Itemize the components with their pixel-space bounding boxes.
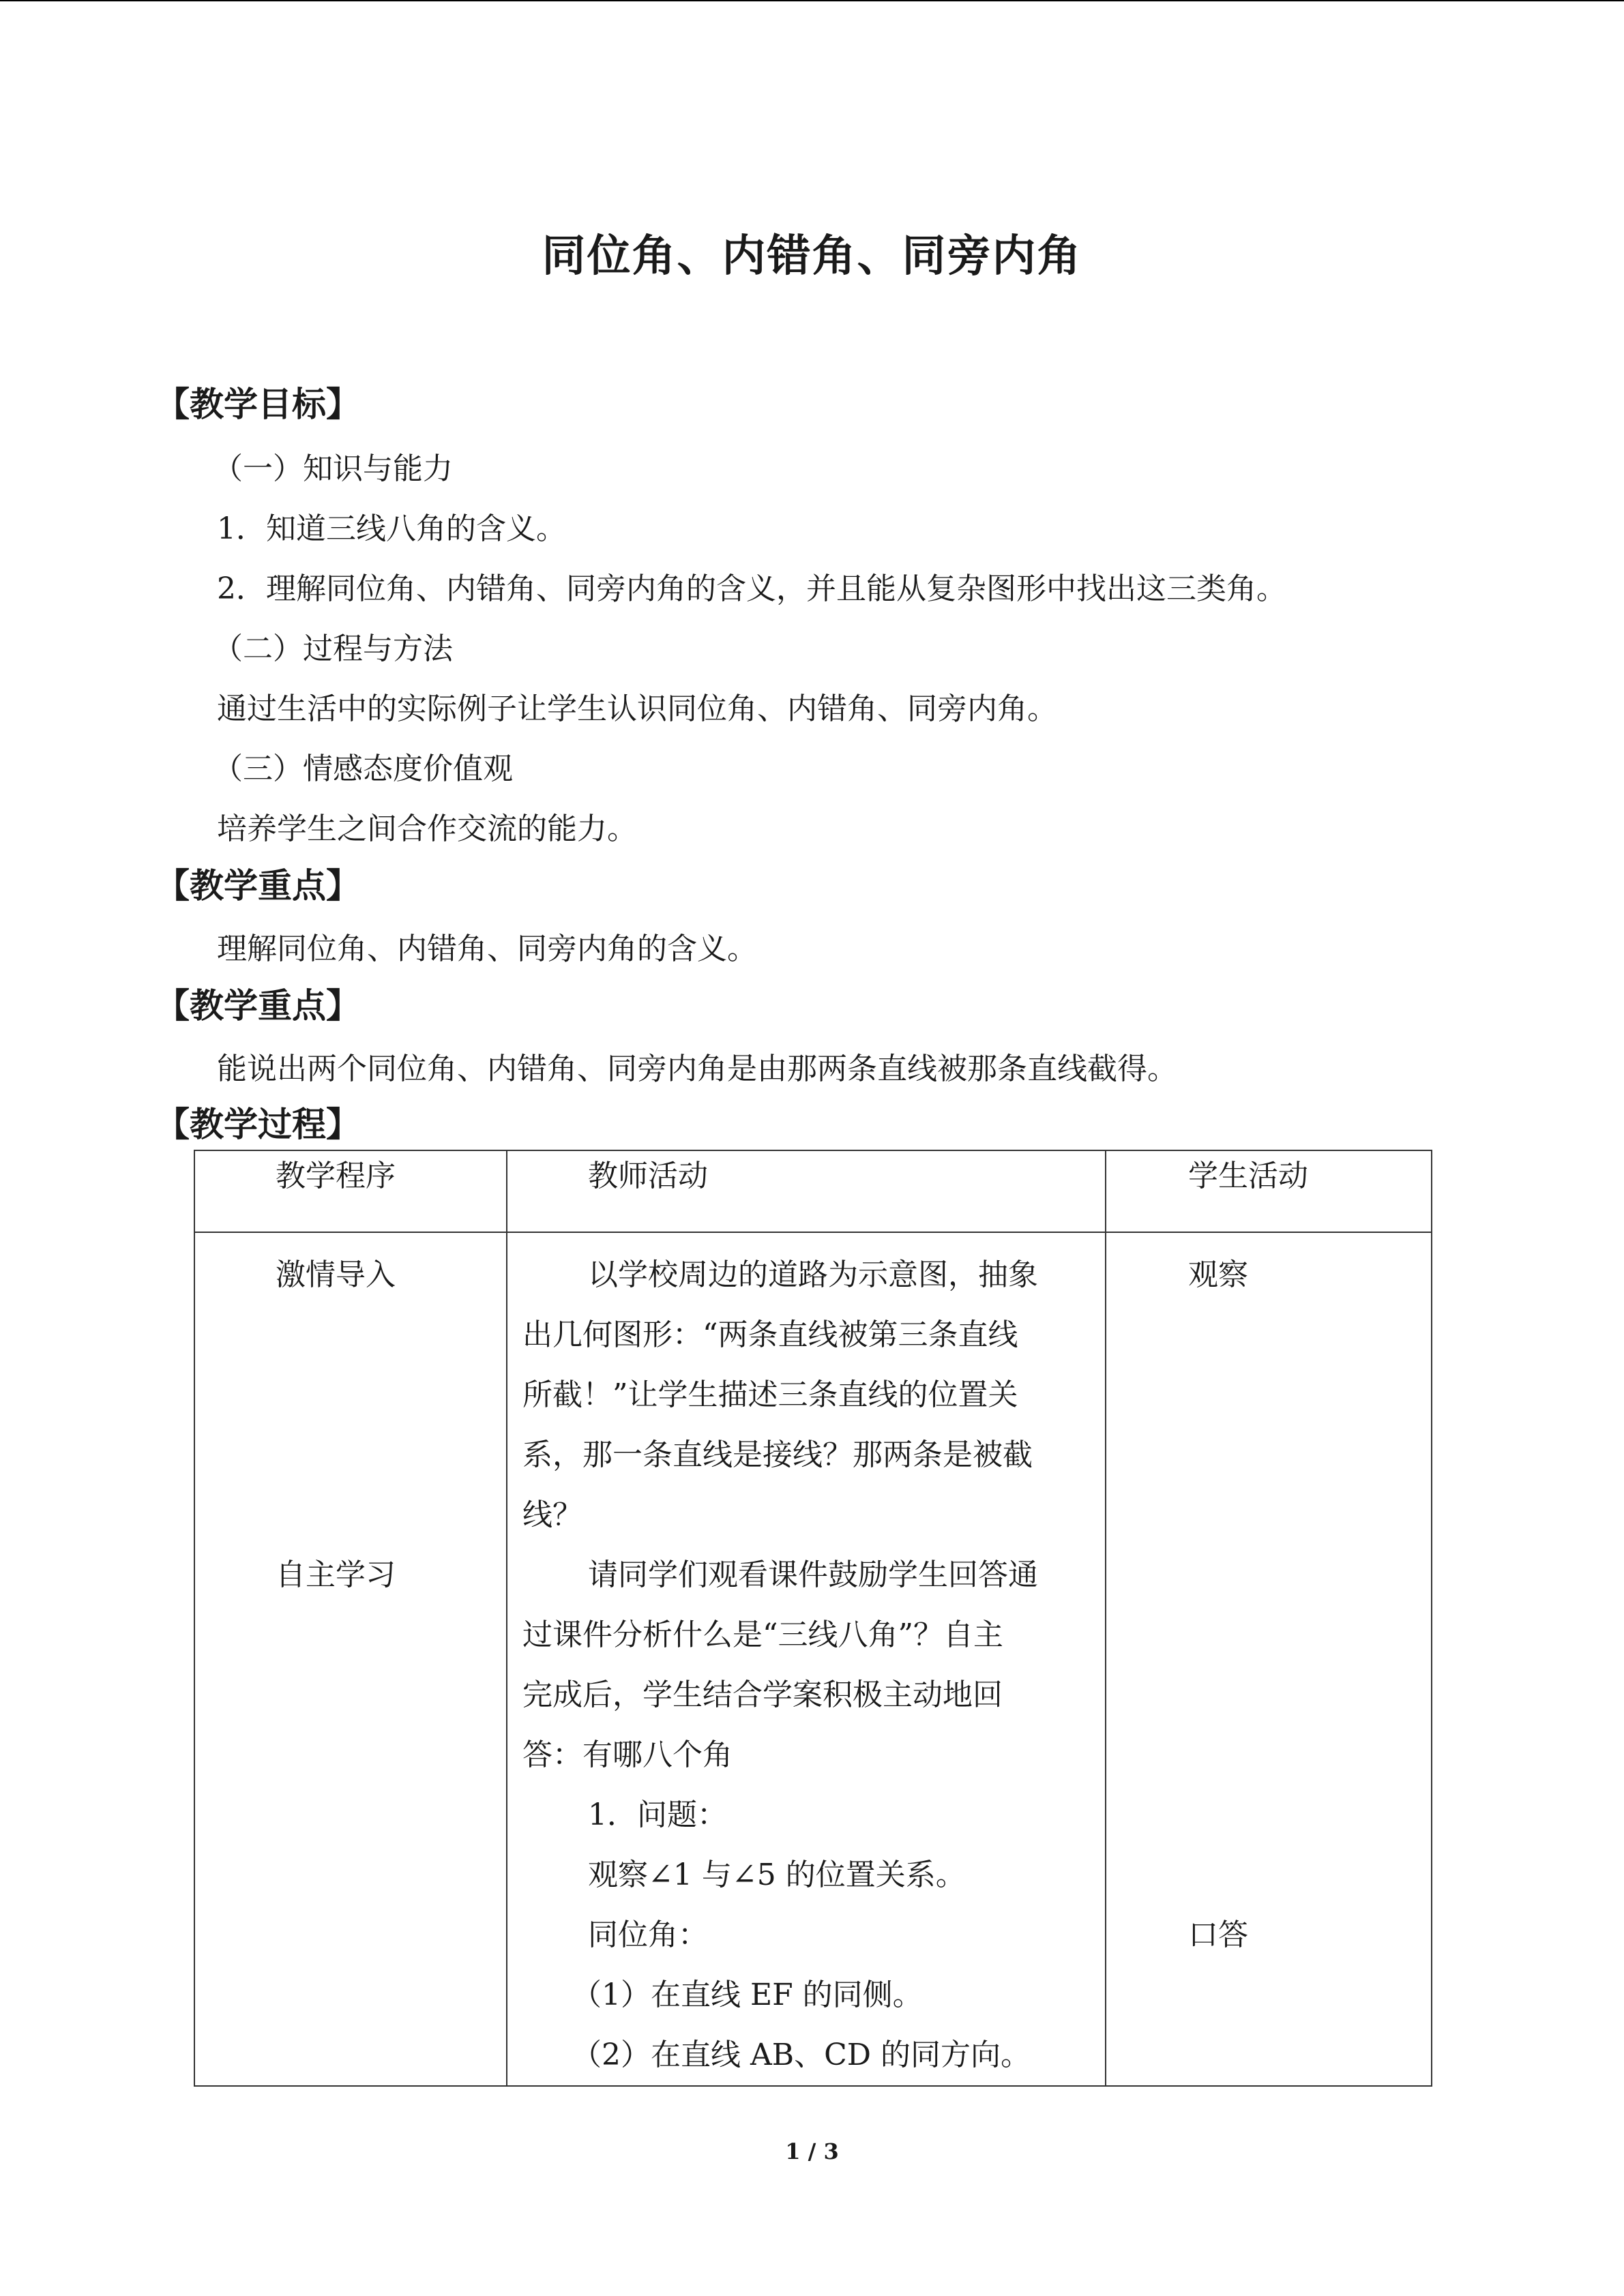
- teacher-text-line: 出几何图形：“两条直线被第三条直线: [522, 1317, 1018, 1352]
- teacher-text-line: 过课件分析什么是“三线八角”？自主: [522, 1617, 1003, 1652]
- teacher-text-line: 以学校周边的道路为示意图，抽象: [588, 1257, 1038, 1292]
- page-title: 同位角、内错角、同旁内角: [542, 230, 1082, 282]
- key-points-text: 理解同位角、内错角、同旁内角的含义。: [217, 931, 757, 966]
- teacher-text-line: 完成后，学生结合学案积极主动地回: [522, 1678, 1003, 1712]
- step-intro: 激情导入: [276, 1257, 396, 1292]
- corresponding-angle-label: 同位角：: [588, 1918, 708, 1952]
- teacher-text-line: 所截！”让学生描述三条直线的位置关: [522, 1377, 1018, 1412]
- knowledge-heading: （一）知识与能力: [213, 451, 453, 486]
- student-observe: 观察: [1188, 1257, 1248, 1292]
- objectives-heading: 【教学目标】: [156, 384, 360, 424]
- header-procedure: 教学程序: [194, 1150, 507, 1232]
- student-activity-cell: [1106, 1232, 1432, 2086]
- key-points-heading: 【教学重点】: [156, 865, 360, 906]
- objective-item-2: 2．理解同位角、内错角、同旁内角的含义，并且能从复杂图形中找出这三类角。: [217, 571, 1286, 606]
- emotion-heading: （三）情感态度价值观: [213, 751, 513, 786]
- header-teacher-activity: 教师活动: [507, 1150, 1106, 1232]
- page-number: 1 / 3: [785, 2138, 839, 2164]
- teacher-text-line: 请同学们观看课件鼓励学生回答通: [588, 1557, 1038, 1592]
- question-label: 1．问题：: [588, 1798, 727, 1832]
- objective-item-1: 1．知道三线八角的含义。: [217, 511, 566, 546]
- process-method-text: 通过生活中的实际例子让学生认识同位角、内错角、同旁内角。: [217, 691, 1057, 726]
- difficulties-text: 能说出两个同位角、内错角、同旁内角是由那两条直线被那条直线截得。: [217, 1052, 1177, 1086]
- teacher-text-line: 答：有哪八个角: [522, 1738, 733, 1772]
- teaching-process-table: [194, 1150, 1432, 2087]
- student-oral-answer: 口答: [1188, 1918, 1248, 1952]
- table-header-row: [194, 1150, 1432, 1232]
- question-text: 观察∠1 与∠5 的位置关系。: [588, 1858, 966, 1892]
- corresponding-angle-point-1: （1）在直线 EF 的同侧。: [572, 1978, 923, 2012]
- teacher-text-line: 系，那一条直线是接线？那两条是被截: [522, 1437, 1033, 1472]
- process-method-heading: （二）过程与方法: [213, 631, 453, 666]
- procedure-cell: [194, 1232, 507, 2086]
- emotion-text: 培养学生之间合作交流的能力。: [217, 811, 637, 846]
- teacher-text-line: 线？: [522, 1497, 582, 1532]
- header-student-activity: 学生活动: [1106, 1150, 1432, 1232]
- corresponding-angle-point-2: （2）在直线 AB、CD 的同方向。: [572, 2038, 1031, 2072]
- table-row: [194, 1232, 1432, 2086]
- teacher-activity-cell: [507, 1232, 1106, 2086]
- difficulties-heading: 【教学重点】: [156, 985, 360, 1026]
- step-self-study: 自主学习: [276, 1557, 396, 1592]
- process-heading: 【教学过程】: [156, 1104, 360, 1144]
